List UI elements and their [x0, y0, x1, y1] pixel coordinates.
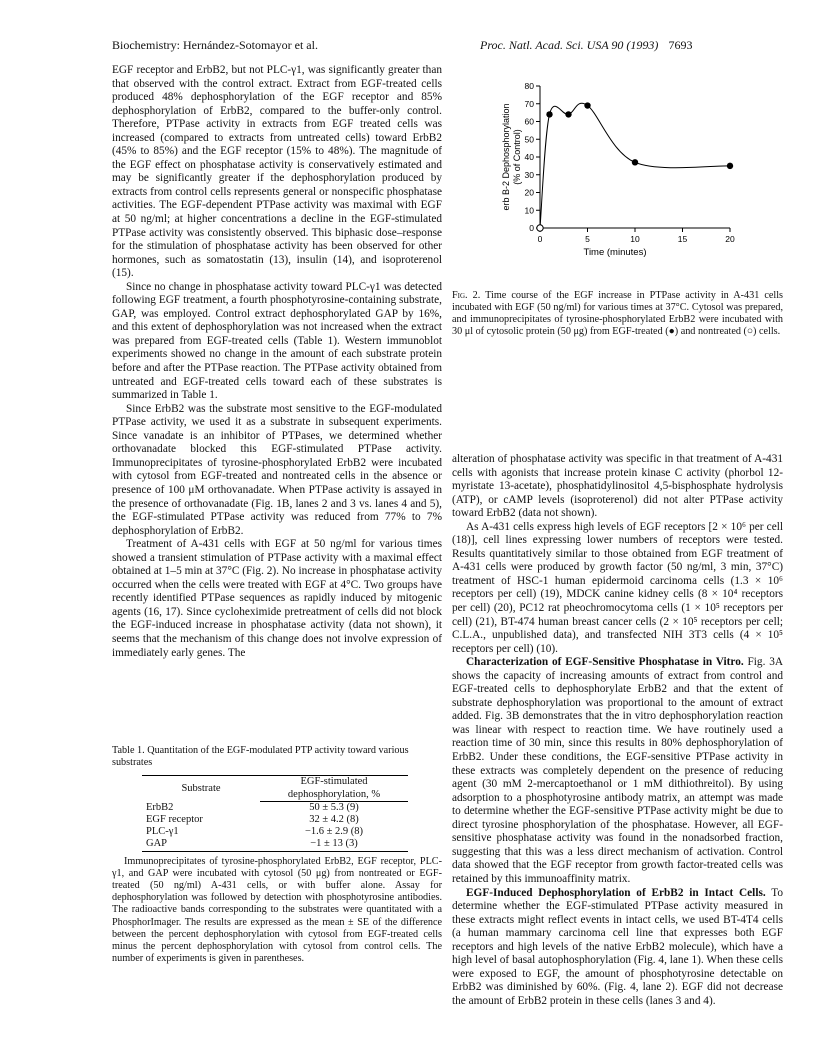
- journal-citation: Proc. Natl. Acad. Sci. USA 90 (1993): [480, 38, 659, 52]
- paragraph: Treatment of A-431 cells with EGF at 50 ng/ml for various times showed a transient stimulation of PTPase activity with a maximal effect obtained at 1–5 min at 37°C (Fig. 2). No increase in phosphatase activity occurred when the cells were treated with EGF at 4°C. Two groups have recently identified PTPase sequences as rapidly induced by mitogenic agents (16, 17). Since cycloheximide pretreatment of cells did not block the EGF-induced increase in phosphatase activity (data not shown), it seems that the mechanism of this change does not involve expression of immediately early genes. The: [112, 538, 442, 659]
- table-header-value-line2: dephosphorylation, %: [260, 789, 408, 802]
- y-tick-label: 60: [524, 116, 534, 127]
- paragraph: EGF receptor and ErbB2, but not PLC-γ1, was significantly greater than that observed with the control extract. Extract from EGF-treated cells produced 48% dephosphorylation of the EGF receptor and 85% dephosphorylation of ErbB2, compared to the buffer-only control. Therefore, PTPase activity in extracts from EGF treated cells was increased (compared to extracts from untreated cells) toward ErbB2 (45% to 85%) and the EGF receptor (15% to 48%). The magnitude of the EGF effect on phosphatase activity is conservatively estimated and may be significantly greater if the dephosphorylation produced by extracts from control cells represents general or nonspecific phosphatase activities. The EGF-dependent PTPase activity was maximal with EGF at 50 ng/ml; at higher concentrations a decline in the EGF-stimulated PTPase activity was consistently observed. This biphasic dose–response for the stimulation of phosphatase activity has been observed for other hormones, such as somatostatin (13), insulin (14), and isoproterenol (15).: [112, 64, 442, 280]
- table-cell-value: −1.6 ± 2.9 (8): [304, 826, 364, 838]
- data-point-egf-treated: [632, 159, 638, 165]
- y-tick-label: 40: [524, 152, 534, 162]
- table-cell-substrate: ErbB2: [146, 801, 174, 813]
- x-tick-label: 10: [630, 234, 640, 244]
- data-point-egf-treated: [565, 111, 571, 117]
- x-axis-label: Time (minutes): [583, 247, 647, 258]
- running-header-journal: [480, 38, 692, 53]
- table-cell-substrate: EGF receptor: [146, 814, 203, 826]
- table-title: Table 1. Quantitation of the EGF-modulated PTP activity toward various substrates: [112, 745, 409, 769]
- data-point-egf-treated: [727, 163, 733, 169]
- x-tick-label: 20: [725, 234, 735, 244]
- figure-caption-text: Time course of the EGF increase in PTPase activity in A-431 cells incubated with EGF (50 ng/ml) for various times at 37°C. Cytosol was prepared, and immunoprecipitates of tyrosine-phosphorylated ErbB2 were incubated with 30 μl of cytosolic protein (50 μg) from EGF-treated (●) and nontreated (○) cells.: [452, 290, 783, 338]
- y-tick-label: 70: [524, 98, 534, 109]
- table-footnote: Immunoprecipitates of tyrosine-phosphorylated ErbB2, EGF receptor, PLC-γ1, and GAP were incubated with cytosol (50 μg) from nontreated or EGF-treated (50 ng/ml) A-431 cells, or with buffer alone. Assay for dephosphorylation was followed by detection with phosphotyrosine antibodies. The radioactive bands corresponding to the substrates were quantitated with a PhosphorImager. The results are expressed as the mean ± SE of the difference between the percent dephosphorylation with cytosol from EGF-treated cells minus the percent dephosphorylation with cytosol from control cells. The number of experiments is given in parentheses.: [112, 855, 442, 965]
- table-row: [142, 826, 408, 838]
- paragraph: Since no change in phosphatase activity toward PLC-γ1 was detected following EGF treatment, a fourth phosphotyrosine-containing substrate, GAP, was employed. Control extract dephosphorylated GAP by 16%, and this extent of dephosphorylation was not increased when the extract was prepared from EGF-treated cells (Table 1). Western immunoblot experiments showed no change in the amount of each substrate protein before and after the PTPase reaction. The PTPase activity obtained from untreated and EGF-treated cells toward each of these substrates is summarized in Table 1.: [112, 280, 442, 402]
- x-tick-label: 0: [537, 234, 543, 244]
- paragraph: To determine whether the EGF-stimulated PTPase activity measured in these extracts might reflect events in intact cells, we used BT-4T4 cells (a human mammary carcinoma cell line that expresses both EGF receptors and high levels of the native ErbB2 molecule), which have a high level of basal autophosphorylation (Fig. 4, lane 1). When these cells were exposed to EGF, the amount of phosphotyrosine detectable on ErbB2 was diminished by 60%. (Fig. 4, lane 2). EGF did not decrease the amount of ErbB2 protein in these cells (lanes 3 and 4).: [452, 886, 783, 1007]
- y-tick-label: 80: [524, 81, 534, 91]
- paragraph: As A-431 cells express high levels of EGF receptors [2 × 10⁶ per cell (18)], cell lines expressing lower numbers of receptors were tested. Results quantitatively similar to those obtained from EGF treatment of A-431 cells were produced by growth factor (50 ng/ml, 3 min, 37°C) treatment of HSC-1 human epidermoid carcinoma cells (1.3 × 10⁶ receptors per cell) (19), MDCK canine kidney cells (8 × 10⁴ receptors per cell) (20), PC12 rat pheochromocytoma cells (1 × 10⁵ receptors per cell) (21), BT-474 human breast cancer cells (2 × 10⁵ receptors per cell; C.L.A., unpublished data), and transfected NIH 3T3 cells (4 × 10⁵ receptors per cell) (10).: [452, 520, 783, 655]
- data-point-egf-treated: [584, 102, 590, 108]
- table-cell-value: 50 ± 5.3 (9): [309, 801, 359, 813]
- data-point-egf-treated: [546, 111, 552, 117]
- table-row: [142, 801, 408, 814]
- paragraph: alteration of phosphatase activity was specific in that treatment of A-431 cells with agonists that increase protein kinase C activity (phorbol 12-myristate 13-acetate), phosphatidylinositol 4,5-bisphosphate hydrolysis (ATP), or cAMP levels (isoproterenol) did not alter PTPase activity toward ErbB2 (data not shown).: [452, 453, 783, 520]
- x-tick-label: 5: [585, 234, 590, 244]
- data-point-nontreated: [537, 225, 543, 231]
- table-cell-value: −1 ± 13 (3): [260, 838, 408, 851]
- y-tick-label: 10: [524, 205, 534, 216]
- table-row: [142, 814, 408, 826]
- page-number: 7693: [668, 38, 693, 52]
- y-tick-label: 30: [524, 169, 534, 180]
- section-heading: EGF-Induced Dephosphorylation of ErbB2 in Intact Cells.: [466, 886, 766, 899]
- right-column: [452, 453, 783, 1008]
- series-line-egf-treated: [540, 103, 730, 228]
- table-row: [142, 838, 408, 851]
- x-tick-label: 15: [677, 234, 688, 244]
- paragraph: Since ErbB2 was the substrate most sensitive to the EGF-modulated PTPase activity, we used it as a substrate in subsequent experiments. Since vanadate is an inhibitor of PTPases, we determined whether orthovanadate blocked this EGF-stimulated PTPase activity. Immunoprecipitates of tyrosine-phosphorylated ErbB2 were incubated with cytosol from EGF-treated and nontreated cells in the absence or presence of 100 μM orthovanadate. When PTPase activity is assayed in the presence of orthovanadate (Fig. 1B, lanes 2 and 3 vs. lanes 4 and 5), the EGF-stimulated PTPase activity was reduced from 77% to 7% dephosphorylation of ErbB2.: [112, 402, 442, 537]
- y-tick-label: 0: [529, 223, 534, 233]
- y-tick-label: 20: [524, 187, 534, 198]
- table-body: [142, 775, 408, 851]
- table-header-value-line1: EGF-stimulated: [260, 776, 408, 789]
- paragraph: Fig. 3A shows the capacity of increasing amounts of extract from control and EGF-treated cells to dephosphorylate ErbB2 and that the extent of substrate dephosphorylation was proportional to the amount of extract added. Fig. 3B demonstrates that the in vitro dephosphorylation reaction was linear with respect to reaction time. We have routinely used a reaction time of 30 min, since this results in 80% dephosphorylation of ErbB2. Under these conditions, the EGF-sensitive PTPase activity in these extracts was completely dependent on the presence of reducing agent (30 mM 2-mercaptoethanol or 1 mM dithiothreitol). By using adsorption to a phosphotyrosine antibody matrix, an attempt was made to determine whether the EGF-sensitive PTPase activity might be due to direct tyrosine phosphorylation of the phosphatase. However, all EGF-sensitive phosphatase activity was found in the nonadsorbed fraction, suggesting that this was a less direct mechanism of activation. Control data showed that the EGF receptor from growth factor-treated cells was retained by this immunoaffinity matrix.: [452, 656, 784, 885]
- figure-2-chart: [500, 78, 740, 288]
- y-axis-label: (% of Control): [512, 129, 522, 185]
- table-cell-substrate: PLC-γ1: [146, 826, 179, 838]
- y-tick-label: 50: [524, 134, 534, 145]
- table-header-substrate: Substrate: [142, 776, 260, 801]
- figure-caption-label: Fig. 2.: [452, 290, 481, 301]
- section-heading: Characterization of EGF-Sensitive Phosphatase in Vitro.: [466, 656, 744, 669]
- table-1: [112, 745, 442, 965]
- table-cell-value: 32 ± 4.2 (8): [309, 814, 359, 826]
- running-header-authors: Biochemistry: Hernández-Sotomayor et al.: [112, 38, 318, 52]
- figure-2-caption: [452, 290, 783, 338]
- chart-svg: [500, 78, 740, 288]
- left-column: [112, 64, 442, 660]
- table-cell-substrate: GAP: [142, 838, 260, 851]
- y-axis-label: erb B-2 Dephosphorylation: [501, 103, 511, 211]
